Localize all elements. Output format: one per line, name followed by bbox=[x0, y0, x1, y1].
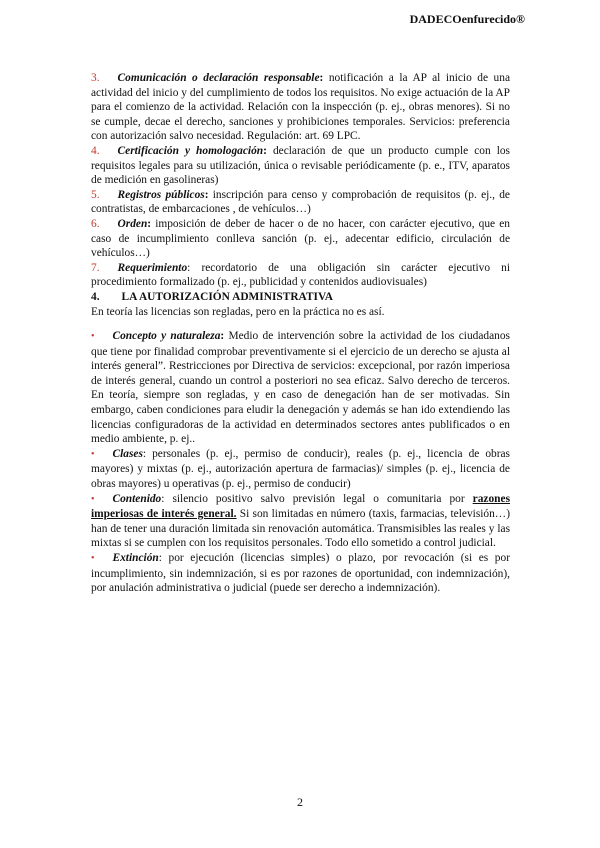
item-number: 4. bbox=[91, 144, 100, 157]
numbered-item-5 bbox=[91, 188, 510, 217]
item-separator: : bbox=[187, 261, 191, 274]
item-number: 7. bbox=[91, 261, 100, 274]
item-separator: : bbox=[204, 188, 209, 201]
item-number: 6. bbox=[91, 217, 100, 230]
numbered-item-3 bbox=[91, 71, 510, 144]
item-text: inscripción para censo y comprobación de requisitos (p. ej., de contratistas, de embarcaciones , de vehículos…) bbox=[91, 188, 510, 216]
item-separator: : bbox=[147, 217, 152, 230]
bullet-icon: • bbox=[91, 553, 95, 564]
page-header: DADECOenfurecido® bbox=[409, 12, 525, 26]
numbered-item-7 bbox=[91, 261, 510, 290]
bullet-separator: : bbox=[161, 492, 165, 505]
bullet-text: por ejecución (licencias simples) o plazo, por revocación (si es por incumplimiento, sin indemnización, si es por razones de oportunidad, con indemnización), por anulación administrativa o judicial (puede ser derecho a indemnización). bbox=[91, 552, 510, 595]
bullet-text: silencio positivo salvo previsión legal o comunitaria por bbox=[164, 492, 473, 505]
bullet-underlined-text: razones imperiosas de interés general. bbox=[91, 492, 510, 521]
item-term: Certificación y homologación bbox=[117, 144, 264, 157]
bullet-extincion bbox=[91, 551, 510, 596]
bullet-concepto bbox=[91, 329, 510, 447]
bullet-separator: : bbox=[158, 552, 162, 564]
item-term: Requerimiento bbox=[117, 261, 188, 274]
bullet-term: Extinción bbox=[112, 552, 159, 564]
bullet-text: Medio de intervención sobre la actividad de los ciudadanos que tiene por finalidad comprobar preventivamente si el ejercicio de un derecho se ajusta al interés general”. Restricciones por Directiva de servicios: excepcional, por razón imperiosa de interés general, cuando un control a posteriori no sea eficaz. Salvo derecho de terceros. En teoría, siempre son regladas, y en caso de denegación han de ser motivadas. Sin embargo, caben condiciones para eludir la denegación y además se han ido extendiendo las licencias configuradoras de la actividad en determinados sectores antes publificados o en medio ambiente, p. ej.. bbox=[91, 330, 510, 446]
bullet-separator: : bbox=[220, 330, 225, 343]
section-number: 4. bbox=[91, 290, 100, 303]
bullet-term: Contenido bbox=[112, 492, 162, 505]
section-title: LA AUTORIZACIÓN ADMINISTRATIVA bbox=[121, 290, 333, 303]
bullet-term: Clases bbox=[112, 447, 143, 460]
page-number: 2 bbox=[297, 795, 303, 809]
bullet-term: Concepto y naturaleza bbox=[112, 330, 221, 343]
numbered-item-4 bbox=[91, 144, 510, 188]
section-heading bbox=[91, 290, 510, 305]
bullet-text: personales (p. ej., permiso de conducir), reales (p. ej., licencia de obras mayores) y mixtas (p. ej., autorización apertura de farmacias)/ simples (p. ej., licencia de obras mayores) u operativas (p. ej., permiso de conducir) bbox=[91, 447, 510, 491]
bullet-icon: • bbox=[91, 448, 95, 460]
numbered-item-6 bbox=[91, 217, 510, 261]
item-text: recordatorio de una obligación sin carácter ejecutivo ni procedimiento formalizado (p. ej., publicidad y contenidos audiovisuales) bbox=[91, 261, 510, 289]
item-separator: : bbox=[319, 72, 324, 84]
bullet-clases bbox=[91, 447, 510, 492]
item-term: Comunicación o declaración responsable bbox=[117, 72, 320, 84]
item-text: declaración de que un producto cumple con los requisitos legales para su utilización, única o revisable periódicamente (p. e., ITV, aparatos de medición en gasolineras) bbox=[91, 144, 510, 187]
document-body bbox=[91, 71, 510, 596]
bullet-icon: • bbox=[91, 493, 95, 505]
item-separator: : bbox=[263, 144, 267, 157]
item-number: 3. bbox=[91, 72, 100, 84]
bullet-icon: • bbox=[91, 331, 95, 343]
item-term: Registros públicos bbox=[117, 188, 205, 201]
item-number: 5. bbox=[91, 188, 100, 201]
bullet-separator: : bbox=[142, 447, 147, 460]
item-text: notificación a la AP al inicio de una actividad del inicio y del cumplimiento de todos los requisitos. No exige actuación de la AP para el comienzo de la actividad. Relación con la inspección (p. ej., obras menores). Si no se cumple, decae el derecho, sanciones y prohibiciones temporales. Servicios: preferencia con autorización salvo necesidad. Regulación: art. 69 LPC. bbox=[91, 72, 511, 143]
bullet-contenido bbox=[91, 492, 510, 551]
bullet-text-continued: Si son limitadas en número (taxis, farmacias, televisión…) han de tener una duración limitada sin renovación automática. Transmisibles las reales y las mixtas si se cumplen con los requisitos personales. Todo ello sometido a control judicial. bbox=[91, 508, 510, 550]
item-term: Orden bbox=[117, 217, 148, 230]
section-intro: En teoría las licencias son regladas, pero en la práctica no es así. bbox=[91, 305, 385, 318]
item-text: imposición de deber de hacer o de no hacer, con carácter ejecutivo, que en caso de incumplimiento conlleva sanción (p. ej., adecentar edificio, circulación de vehículos…) bbox=[91, 217, 510, 260]
